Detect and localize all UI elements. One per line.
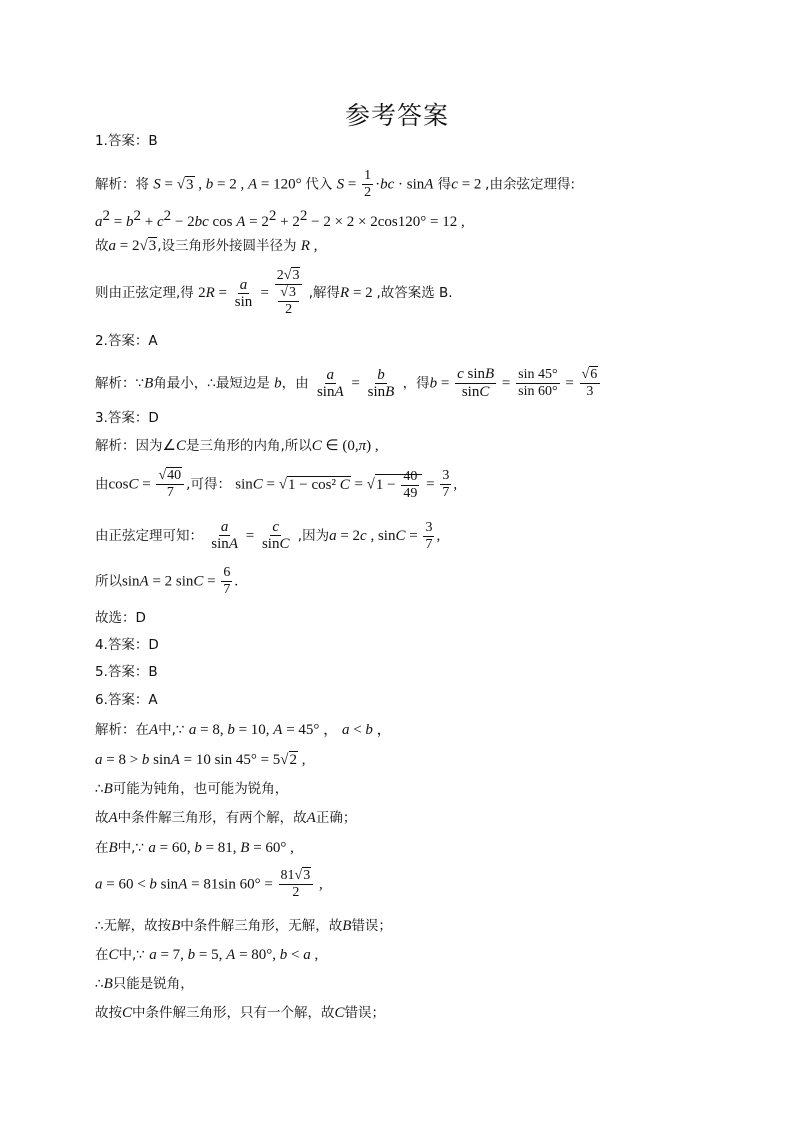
q2-text: 解析：∵ [95,375,145,392]
q3-text: ,因为 [297,528,330,544]
q3-text: 解析：因为 [95,438,163,454]
q6-line10: 故按C中条件解三角形，只有一个解，故C错误； [95,1005,386,1021]
q3-text: ,可得： [186,476,231,493]
q4-answer: 4.答案：D [95,637,159,653]
q3-text: 是三角形的内角,所以 [185,438,312,454]
q1-cosine-law: $a^2 = b^2 + c^2 - 2bc$ $\cos A = 2^2 + 2^2 - 2 \times 2 \times 2\cos 120^\circ = 12$ , [95,208,465,230]
q6-line9: ∴B只能是锐角， [95,976,194,992]
q6-line6: a = 60 < b sinA = 81sin 60° = $\frac{81√3}{2}$ , [95,868,323,900]
q6-text: 错误； [344,1005,386,1021]
q3-line3: 由正弦定理可知： $\frac{a}{\sin A}$ = $\frac{c}{\sin C}$ ,因为a = 2c , sinC = $\frac{3}{7}$ , [95,519,441,552]
q1-text: ,故答案选 B. [376,285,453,301]
q6-line8: 在C中,∵ a = 7, b = 5, A = 80°, b < a , [95,947,319,963]
q3-text: 由正弦定理可知： [95,528,203,544]
q3-conclusion: 故选：D [95,610,146,626]
q1-analysis-line1: 解析：将 S = √3 , b = 2 , A = 120° 代入 S = $\frac{1}{2}$ ·bc · sinA 得c = 2 ,由余弦定理得: [95,168,575,200]
q5-answer: 5.答案：B [95,664,158,680]
q6-line3: ∴B可能为钝角，也可能为锐角， [95,781,289,797]
q3-line4: 所以sinA = 2 sinC = $\frac{6}{7}$ . [95,565,239,597]
q6-text: 中条件解三角形，无解，故 [180,918,343,934]
q1-sine-law: 则由正弦定理,得 2R = $\frac{a}{\sin}$ = $\frac{2√3}{\frac{√3}{2}}$ ,解得R = 2 ,故答案选 B. [95,268,453,317]
q3-line2: 由cosC = $\frac{√40}{7}$ ,可得： sinC = √1 − cos² C = √1 − $\frac{40}{49}$ = $\frac{3}{7}$ , [95,468,458,501]
q1-text: 代入 [305,176,333,193]
q6-text: 可能为钝角，也可能为锐角， [112,781,289,797]
page-title: 参考答案 [344,101,449,130]
q6-line7: ∴无解，故按B中条件解三角形，无解，故B错误； [95,918,392,934]
q1-text: 故 [95,238,109,254]
q3-text: 所以 [95,573,122,590]
q6-text: 故 [95,810,109,826]
q1-text: ,由余弦定理得: [485,176,575,193]
q1-text: ,解得 [308,285,341,301]
q6-text: 解析：在 [95,722,149,738]
q2-text: ，得 [402,375,430,392]
q1-answer: 1.答案：B [95,133,158,149]
q2-answer: 2.答案：A [95,333,158,349]
q6-text: 中条件解三角形，只有一个解，故 [132,1005,335,1021]
q6-line5: 在B中,∵ a = 60, b = 81, B = 60° , [95,840,294,856]
q6-text: 中,∵ [117,840,145,856]
q6-text: ∴无解，故按 [95,918,172,934]
q6-text: 在 [95,947,109,963]
q2-text: 角最小，∴最短边是 [153,375,270,392]
q6-answer: 6.答案：A [95,692,158,708]
q1-text: 解析：将 [95,176,149,193]
q3-line1: 解析：因为∠C是三角形的内角,所以C ∈ (0,π) , [95,438,379,454]
q3-answer: 3.答案：D [95,410,159,426]
q6-text: ∴ [95,781,104,797]
q6-text: 中,∵ [118,947,145,963]
q3-text: 由 [95,476,109,493]
q6-text: 中条件解三角形，有两个解，故 [117,810,307,826]
q6-text: 中,∵ [158,722,185,738]
q6-text: 正确； [315,810,357,826]
q6-text: ∴ [95,976,104,992]
q6-line2: a = 8 > b sinA = 10 sin 45° = 5√2 , [95,752,306,768]
q1-text: ,设三角形外接圆半径为 [157,238,297,254]
q6-line4: 故A中条件解三角形，有两个解，故A正确； [95,810,357,826]
q2-text: ，由 [281,375,309,392]
q2-analysis: 解析：∵B角最小，∴最短边是 b，由 $\frac{a}{\sin A}$ = $\frac{b}{\sin B}$ ，得b = $\frac{\text{c sinB}}{\sin C}$ = $\frac{\sin 45^\circ}{\sin 60^\circ}$ = $\frac{√6}{3}$ [95,366,602,401]
q1-line3: 故a = 2√3,设三角形外接圆半径为 R , [95,238,318,254]
q6-line1: 解析：在A中,∵ a = 8, b = 10, A = 45° ， a < b ， [95,722,392,738]
q6-text: 错误； [351,918,392,934]
q6-text: 故按 [95,1005,122,1021]
q1-text: 则由正弦定理,得 [95,285,194,301]
q6-text: 只能是锐角， [112,976,194,992]
q1-text: 得 [437,176,452,193]
q6-text: 在 [95,840,109,856]
